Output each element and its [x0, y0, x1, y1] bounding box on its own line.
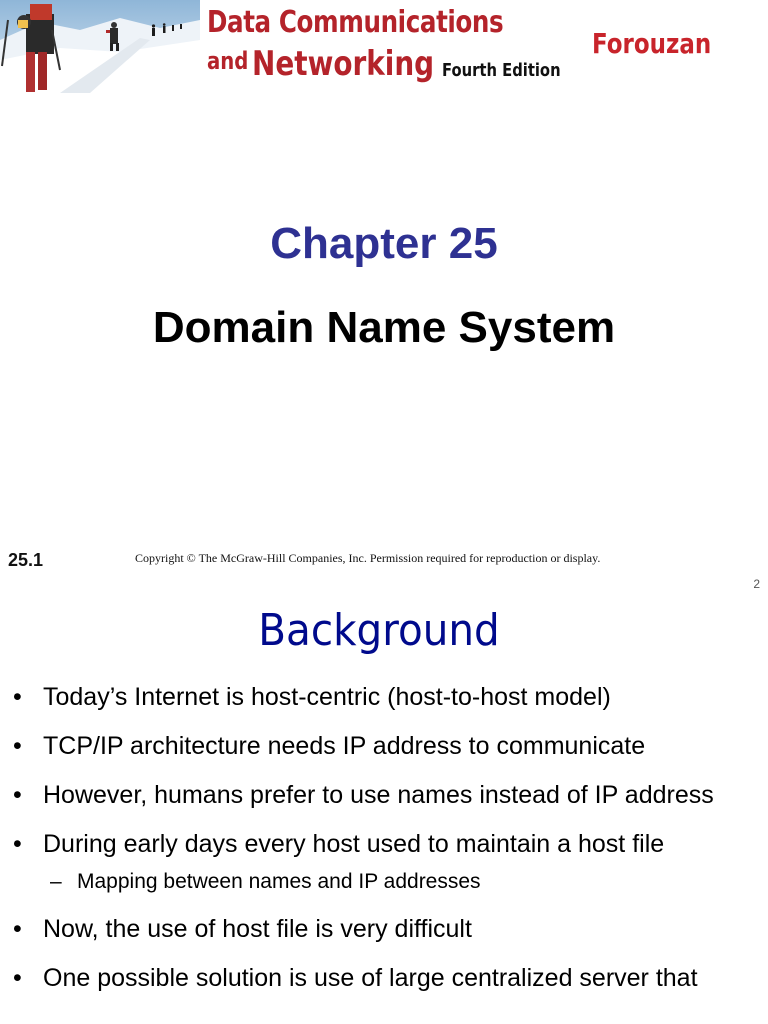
book-title-and: and	[207, 47, 249, 75]
bullet-text: During early days every host used to maintain a host file	[43, 830, 665, 858]
book-author: Forouzan	[592, 27, 712, 60]
bullet-text: Today’s Internet is host-centric (host-to-host model)	[43, 683, 611, 711]
bullet-text: Now, the use of host file is very difficult	[43, 915, 472, 943]
book-edition: Fourth Edition	[442, 60, 561, 81]
list-item	[0, 680, 768, 714]
list-item	[0, 729, 768, 763]
list-item	[0, 827, 768, 861]
book-banner	[0, 0, 768, 93]
bullet-text: One possible solution is use of large centralized server that	[43, 964, 698, 992]
bullet-glyph: •	[13, 781, 22, 809]
mountain-climbers-photo	[0, 0, 200, 93]
bullet-glyph: •	[13, 915, 22, 943]
copyright-notice: Copyright © The McGraw-Hill Companies, Inc. Permission required for reproduction or display.	[135, 551, 601, 565]
background-slide	[0, 576, 768, 1024]
list-item	[0, 961, 768, 995]
bullet-list	[0, 680, 768, 1010]
sub-bullet-glyph: –	[50, 870, 62, 893]
bullet-text: However, humans prefer to use names instead of IP address	[43, 781, 714, 809]
mountain-climbers-illustration	[0, 0, 200, 93]
page-number: 2	[753, 577, 760, 591]
bullet-glyph: •	[13, 732, 22, 760]
book-title-networking: Networking	[252, 44, 435, 84]
section-title: Background	[258, 605, 500, 656]
bullet-glyph: •	[13, 830, 22, 858]
chapter-title: Domain Name System	[152, 303, 616, 352]
book-title-line1: Data Communications	[207, 5, 504, 40]
slide-number: 25.1	[8, 550, 44, 570]
list-item	[0, 778, 768, 812]
chapter-number: Chapter 25	[270, 219, 498, 268]
list-item	[0, 912, 768, 946]
bullet-glyph: •	[13, 683, 22, 711]
bullet-glyph: •	[13, 964, 22, 992]
bullet-text: TCP/IP architecture needs IP address to communicate	[43, 732, 646, 760]
sub-list-item	[0, 868, 768, 896]
sub-bullet-text: Mapping between names and IP addresses	[77, 870, 481, 893]
